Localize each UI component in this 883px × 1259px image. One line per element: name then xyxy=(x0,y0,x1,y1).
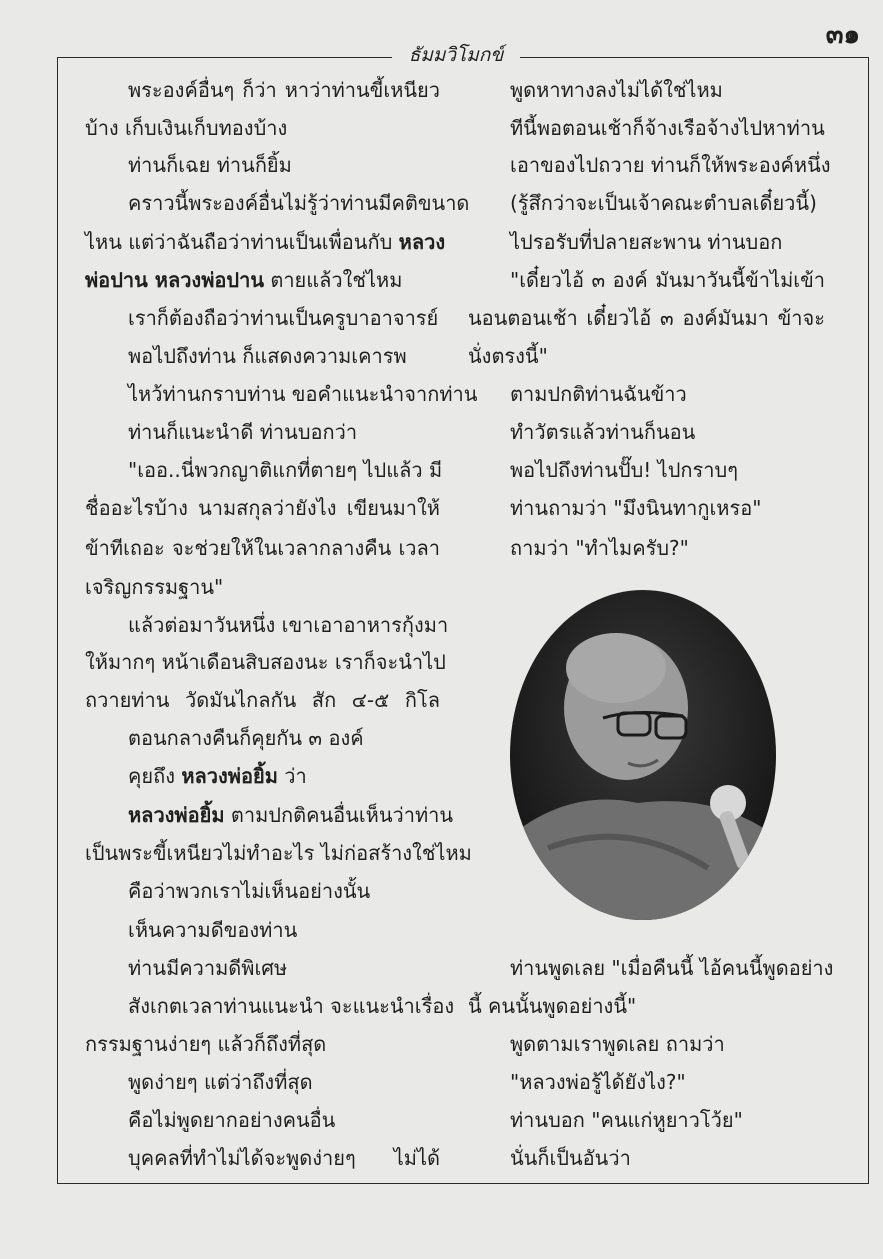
text-line: ทำวัตรแล้วท่านก็นอน xyxy=(510,420,696,444)
text-line: ข้าทีเถอะ จะช่วยให้ในเวลากลางคืน เวลา xyxy=(85,536,440,560)
bold-name: หลวง xyxy=(398,230,446,254)
running-header: ธัมมวิโมกข์ xyxy=(392,42,520,68)
text-line: ถามว่า "ทำไมครับ?" xyxy=(510,536,689,560)
bold-name: หลวงพ่อยิ้ม xyxy=(181,764,278,788)
text-line xyxy=(128,757,440,795)
text-line xyxy=(128,796,454,834)
text-segment: ตายแล้วใช่ไหม xyxy=(263,268,403,292)
text-line: เอาของไปถวาย ท่านก็ให้พระองค์หนึ่ง xyxy=(510,153,831,177)
monk-portrait-photo xyxy=(508,588,778,923)
text-line: ตอนกลางคืนก็คุยกัน ๓ องค์ xyxy=(128,726,364,750)
text-line: บ้าง เก็บเงินเก็บทองบ้าง xyxy=(85,116,288,140)
text-line: สังเกตเวลาท่านแนะนำ จะแนะนำเรื่อง xyxy=(128,994,455,1018)
text-segment: คุยถึง xyxy=(128,764,182,788)
text-line: เห็นความดีของท่าน xyxy=(128,918,298,942)
text-line: "หลวงพ่อรู้ได้ยังไง?" xyxy=(510,1070,686,1094)
text-line: คราวนี้พระองค์อื่นไม่รู้ว่าท่านมีคติขนาด xyxy=(128,191,470,215)
text-line: พูดหาทางลงไม่ได้ใช่ไหม xyxy=(510,78,723,102)
text-line: คือไม่พูดยากอย่างคนอื่น xyxy=(128,1108,336,1132)
text-line: ท่านบอก "คนแก่หูยาวโว้ย" xyxy=(510,1108,743,1132)
text-line: คือว่าพวกเราไม่เห็นอย่างนั้น xyxy=(128,879,371,903)
text-segment: ไหน แต่ว่าฉันถือว่าท่านเป็นเพื่อนกับ xyxy=(85,230,399,254)
bold-name: หลวงพ่อยิ้ม xyxy=(128,803,225,827)
text-line: ท่านก็แนะนำดี ท่านบอกว่า xyxy=(128,420,358,444)
text-line: นั่นก็เป็นอันว่า xyxy=(510,1146,631,1170)
text-line: (รู้สึกว่าจะเป็นเจ้าคณะตำบลเดี๋ยวนี้) xyxy=(510,191,817,215)
page-number: ๓๑ xyxy=(825,20,860,50)
text-line: พอไปถึงท่าน ก็แสดงความเคารพ xyxy=(128,344,407,368)
text-line: ท่านพูดเลย "เมื่อคืนนี้ ไอ้คนนี้พูดอย่าง xyxy=(510,956,834,980)
text-line: เจริญกรรมฐาน" xyxy=(85,575,224,599)
text-line: แล้วต่อมาวันหนึ่ง เขาเอาอาหารกุ้งมา xyxy=(128,613,449,637)
text-line: ชื่ออะไรบ้าง นามสกุลว่ายังไง เขียนมาให้ xyxy=(85,496,440,520)
text-line: กรรมฐานง่ายๆ แล้วก็ถึงที่สุด xyxy=(85,1032,327,1056)
text-line: ไหว้ท่านกราบท่าน ขอคำแนะนำจากท่าน xyxy=(128,382,478,406)
text-line: ท่านมีความดีพิเศษ xyxy=(128,956,288,980)
text-line: ทีนี้พอตอนเช้าก็จ้างเรือจ้างไปหาท่าน xyxy=(510,116,825,140)
text-line: นอนตอนเช้า เดี๋ยวไอ้ ๓ องค์มันมา ข้าจะ xyxy=(468,306,825,330)
text-line: พระองค์อื่นๆ ก็ว่า หาว่าท่านขี้เหนียว xyxy=(128,78,440,102)
text-line: นั่งตรงนี้" xyxy=(468,344,548,368)
text-segment: ตามปกติคนอื่นเห็นว่าท่าน xyxy=(224,803,454,827)
text-line: เราก็ต้องถือว่าท่านเป็นครูบาอาจารย์ xyxy=(128,306,439,330)
text-line: ถวายท่าน วัดมันไกลกัน สัก ๔-๕ กิโล xyxy=(85,688,440,712)
text-line xyxy=(85,223,446,261)
text-line: ไปรอรับที่ปลายสะพาน ท่านบอก xyxy=(510,230,783,254)
text-line: บุคคลที่ทำไม่ได้จะพูดง่ายๆ ไม่ได้ xyxy=(128,1146,440,1170)
text-line: พอไปถึงท่านปั๊บ! ไปกราบๆ xyxy=(510,458,738,482)
text-line: นี้ คนนั้นพูดอย่างนี้" xyxy=(468,994,637,1018)
text-line: ตามปกติท่านฉันข้าว xyxy=(510,382,687,406)
text-line: เป็นพระขี้เหนียวไม่ทำอะไร ไม่ก่อสร้างใช่ไหม xyxy=(85,841,472,865)
text-line: ท่านก็เฉย ท่านก็ยิ้ม xyxy=(128,153,292,177)
bold-name: พ่อปาน หลวงพ่อปาน xyxy=(85,268,264,292)
text-line: พูดง่ายๆ แต่ว่าถึงที่สุด xyxy=(128,1070,313,1094)
text-line xyxy=(85,261,440,299)
text-line: "เออ..นี่พวกญาติแกที่ตายๆ ไปแล้ว มี xyxy=(128,458,443,482)
text-segment: ว่า xyxy=(277,764,307,788)
text-line: ท่านถามว่า "มึงนินทากูเหรอ" xyxy=(510,496,762,520)
text-line: ให้มากๆ หน้าเดือนสิบสองนะ เราก็จะนำไป xyxy=(85,650,446,674)
text-line: "เดี๋ยวไอ้ ๓ องค์ มันมาวันนี้ข้าไม่เข้า xyxy=(510,268,825,292)
text-line: พูดตามเราพูดเลย ถามว่า xyxy=(510,1032,725,1056)
